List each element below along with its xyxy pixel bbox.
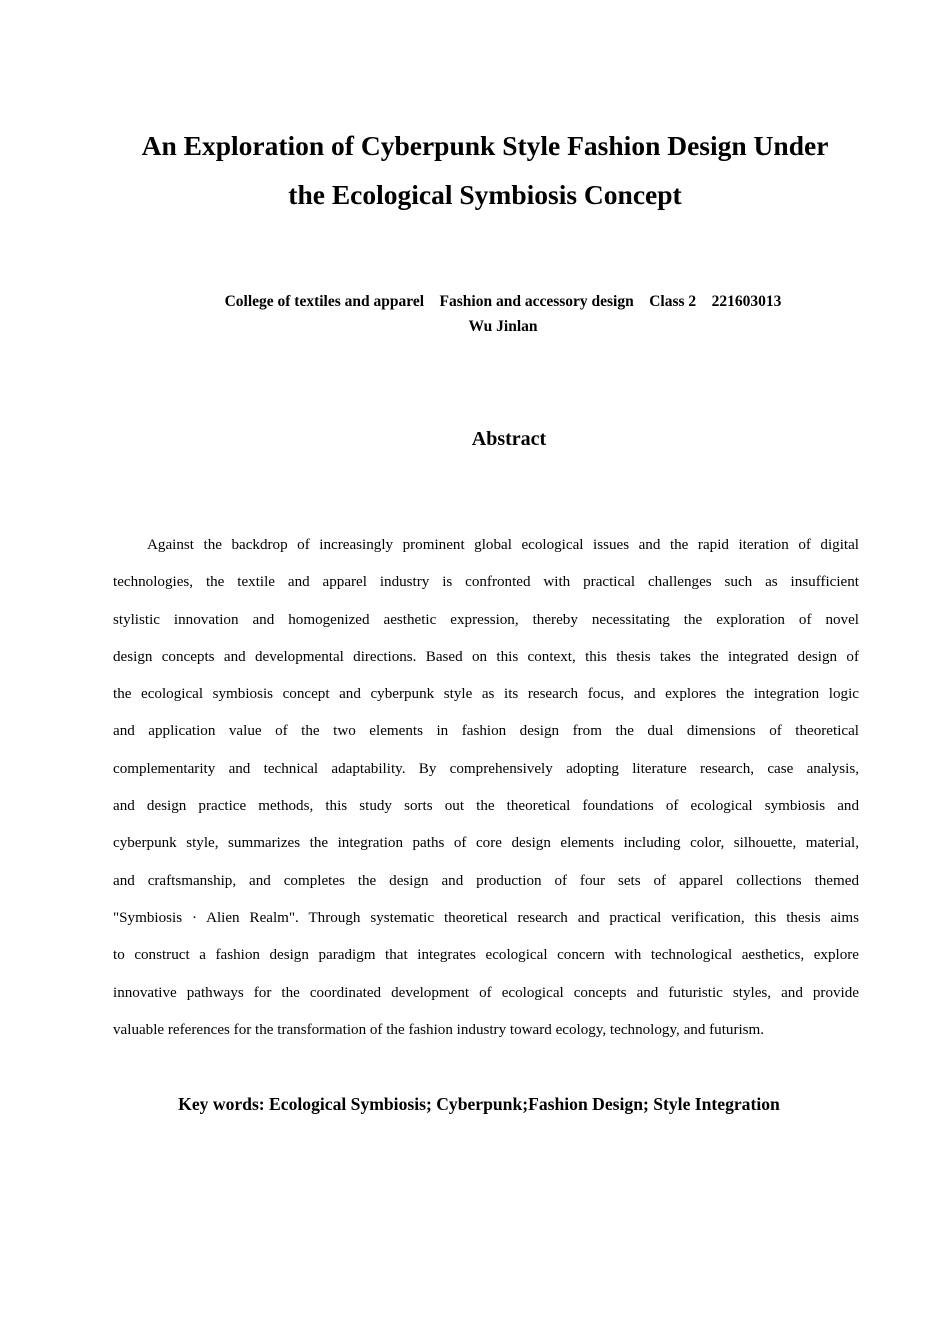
abstract-line: innovative pathways for the coordinated development of ecological concepts and futuristic styles, and provide <box>113 984 859 1001</box>
abstract-line: cyberpunk style, summarizes the integration paths of core design elements including color, silhouette, material, <box>113 835 859 852</box>
affiliation-line: College of textiles and apparel Fashion and accessory design Class 2 221603013 <box>224 293 782 310</box>
abstract-line: and application value of the two elements in fashion design from the dual dimensions of theoretical <box>113 723 859 740</box>
title-line-1: An Exploration of Cyberpunk Style Fashion Design Under <box>141 130 829 161</box>
title-line-2: the Ecological Symbiosis Concept <box>288 179 682 210</box>
abstract-line: technologies, the textile and apparel industry is confronted with practical challenges such as insufficient <box>113 574 859 591</box>
author-name: Wu Jinlan <box>468 318 538 335</box>
abstract-line: "Symbiosis · Alien Realm". Through systematic theoretical research and practical verification, this thesis aims <box>113 909 859 926</box>
abstract-line: to construct a fashion design paradigm that integrates ecological concern with technological aesthetics, explore <box>113 947 859 964</box>
abstract-line: stylistic innovation and homogenized aesthetic expression, thereby necessitating the exploration of novel <box>113 611 859 628</box>
keywords-line: Key words: Ecological Symbiosis; Cyberpunk;Fashion Design; Style Integration <box>178 1094 780 1114</box>
abstract-line: valuable references for the transformation of the fashion industry toward ecology, technology, and futurism. <box>113 1021 765 1038</box>
abstract-body <box>113 527 859 1049</box>
paper-title <box>90 121 880 219</box>
abstract-heading: Abstract <box>471 428 547 450</box>
abstract-line: the ecological symbiosis concept and cyberpunk style as its research focus, and explores the integration logic <box>113 686 859 703</box>
abstract-line: Against the backdrop of increasingly prominent global ecological issues and the rapid iteration of digital <box>147 537 859 553</box>
abstract-line: complementarity and technical adaptability. By comprehensively adopting literature research, case analysis, <box>113 760 859 777</box>
abstract-line: design concepts and developmental directions. Based on this context, this thesis takes the integrated design of <box>113 648 859 665</box>
abstract-line: and craftsmanship, and completes the design and production of four sets of apparel collections themed <box>113 872 859 889</box>
abstract-line: and design practice methods, this study sorts out the theoretical foundations of ecological symbiosis and <box>113 798 859 815</box>
